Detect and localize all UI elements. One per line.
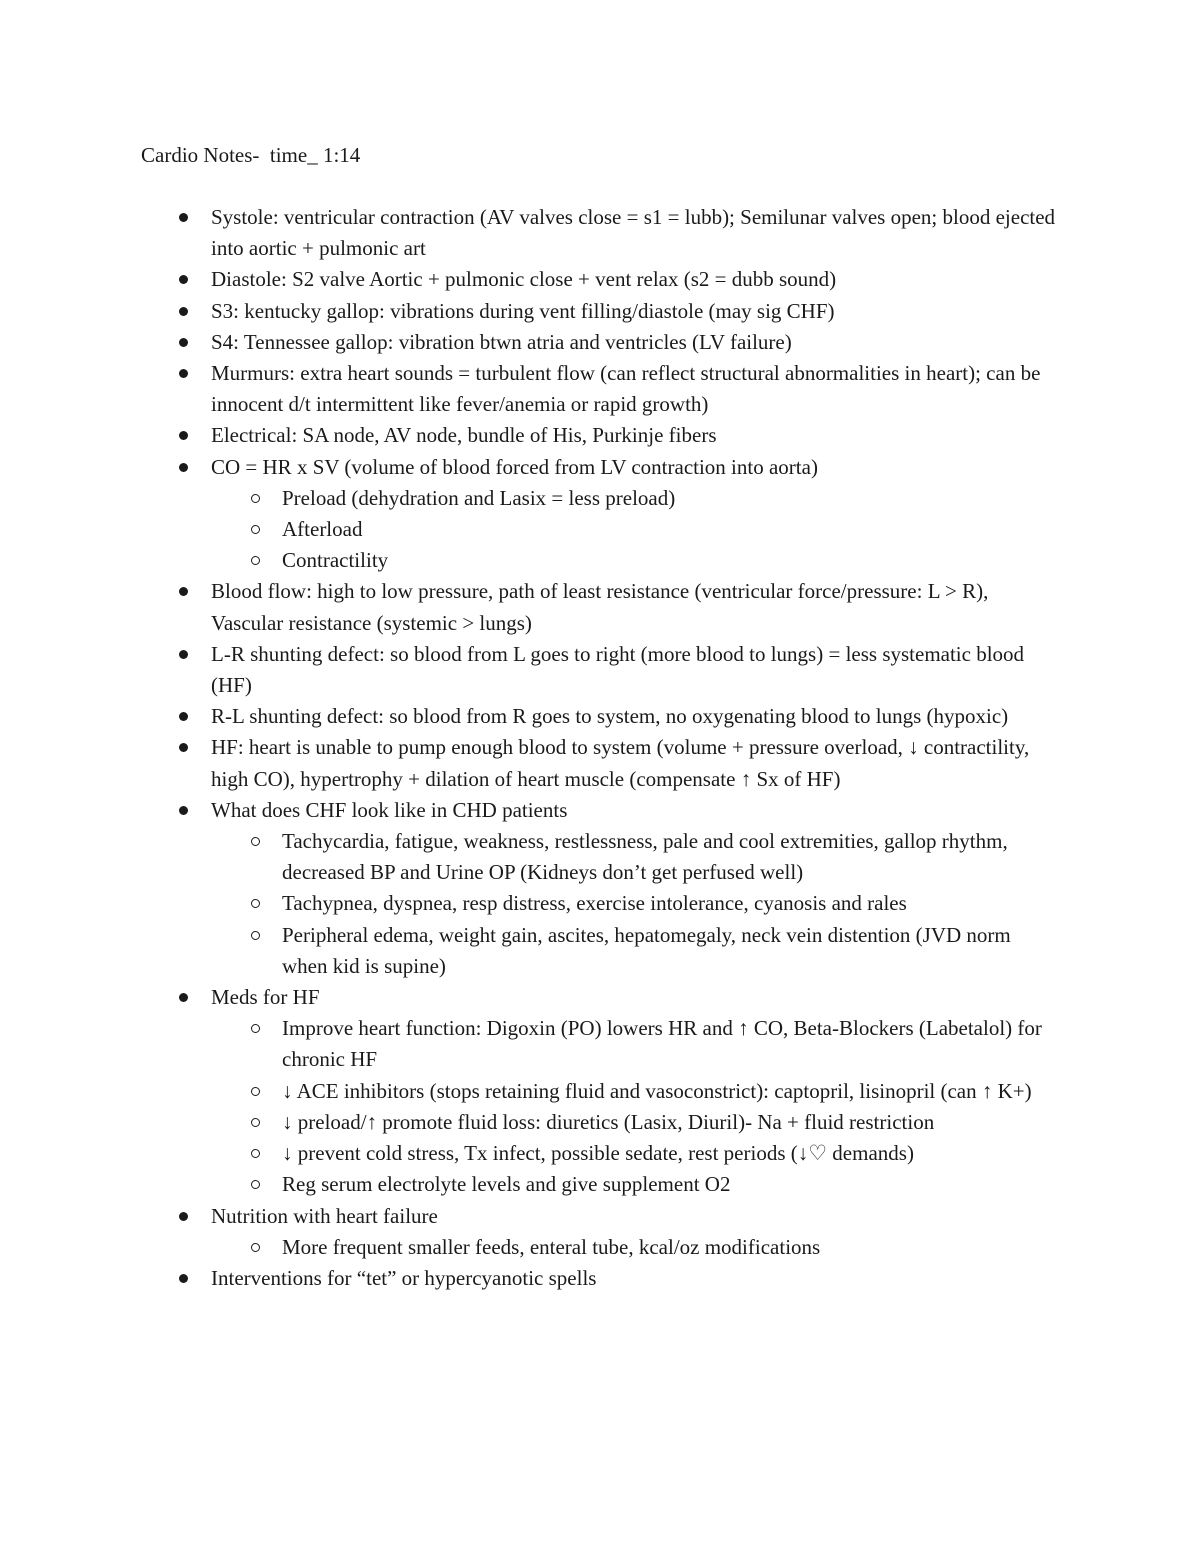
sub-list-item (211, 826, 1061, 888)
list-item (141, 576, 1061, 638)
bullet-icon (179, 369, 188, 378)
list-item-text: S4: Tennessee gallop: vibration btwn atria and ventricles (LV failure) (211, 329, 792, 354)
sub-list-item (211, 545, 1061, 576)
bullet-icon (179, 806, 188, 815)
list-item-text: R-L shunting defect: so blood from R goes to system, no oxygenating blood to lungs (hypoxic) (211, 704, 1009, 729)
bullet-icon (179, 307, 188, 316)
list-item-text: S3: kentucky gallop: vibrations during vent filling/diastole (may sig CHF) (211, 298, 835, 323)
sub-list (211, 1232, 1061, 1263)
hollow-bullet-icon (251, 1118, 260, 1127)
sub-list-item (211, 1107, 1061, 1138)
sub-list-item-text: Afterload (282, 517, 363, 542)
list-item-text: Nutrition with heart failure (211, 1203, 438, 1228)
list-item (141, 296, 1061, 327)
list-item-text: Murmurs: extra heart sounds = turbulent flow (can reflect structural abnormalities in heart); can be innocent d/t intermittent like fever/anemia or rapid growth) (211, 361, 1041, 417)
hollow-bullet-icon (251, 837, 260, 846)
bullet-icon (179, 993, 188, 1002)
sub-list-item (211, 1013, 1061, 1075)
list-item (141, 982, 1061, 1200)
sub-list-item (211, 920, 1061, 982)
bullet-icon (179, 1212, 188, 1221)
hollow-bullet-icon (251, 1087, 260, 1096)
sub-list-item (211, 1138, 1061, 1169)
sub-list-item-text: Tachycardia, fatigue, weakness, restlessness, pale and cool extremities, gallop rhythm, decreased BP and Urine OP (Kidneys don’t get perfused well) (282, 829, 1008, 885)
bullet-icon (179, 650, 188, 659)
list-item (141, 452, 1061, 577)
list-item-text: Diastole: S2 valve Aortic + pulmonic close + vent relax (s2 = dubb sound) (211, 267, 837, 292)
hollow-bullet-icon (251, 899, 260, 908)
list-item-text: Systole: ventricular contraction (AV valves close = s1 = lubb); Semilunar valves open; blood ejected into aortic + pulmonic art (211, 205, 1056, 261)
list-item (141, 795, 1061, 982)
list-item (141, 1201, 1061, 1263)
bullet-icon (179, 1274, 188, 1283)
sub-list-item (211, 1232, 1061, 1263)
list-item-text: Electrical: SA node, AV node, bundle of His, Purkinje fibers (211, 423, 717, 448)
hollow-bullet-icon (251, 1024, 260, 1033)
bullet-icon (179, 587, 188, 596)
list-item (141, 1263, 1061, 1294)
sub-list-item (211, 514, 1061, 545)
hollow-bullet-icon (251, 1149, 260, 1158)
list-item (141, 358, 1061, 420)
hollow-bullet-icon (251, 556, 260, 565)
sub-list-item-text: Reg serum electrolyte levels and give supplement O2 (282, 1172, 731, 1197)
list-item (141, 264, 1061, 295)
bullet-icon (179, 431, 188, 440)
sub-list-item-text: Contractility (282, 548, 389, 573)
sub-list-item-text: Preload (dehydration and Lasix = less preload) (282, 485, 676, 510)
list-item (141, 327, 1061, 358)
bullet-icon (179, 213, 188, 222)
sub-list (211, 826, 1061, 982)
list-item-text: What does CHF look like in CHD patients (211, 797, 568, 822)
list-item (141, 701, 1061, 732)
sub-list-item (211, 888, 1061, 919)
sub-list-item-text: More frequent smaller feeds, enteral tube, kcal/oz modifications (282, 1234, 821, 1259)
sub-list-item-text: ↓ prevent cold stress, Tx infect, possible sedate, rest periods (↓♡ demands) (282, 1141, 914, 1166)
sub-list-item (211, 483, 1061, 514)
page-title: Cardio Notes- time_ 1:14 (141, 143, 361, 167)
list-item-text: HF: heart is unable to pump enough blood to system (volume + pressure overload, ↓ contractility, high CO), hypertrophy + dilation of heart muscle (compensate ↑ Sx of HF) (211, 735, 1030, 791)
sub-list-item-text: ↓ preload/↑ promote fluid loss: diuretics (Lasix, Diuril)- Na + fluid restriction (282, 1109, 935, 1134)
list-item (141, 732, 1061, 794)
sub-list (211, 483, 1061, 577)
hollow-bullet-icon (251, 494, 260, 503)
bullet-icon (179, 338, 188, 347)
bullet-icon (179, 275, 188, 284)
list-item-text: Blood flow: high to low pressure, path of least resistance (ventricular force/pressure: L > R), Vascular resistance (systemic > lungs) (211, 579, 989, 635)
list-item (141, 639, 1061, 701)
sub-list-item-text: Tachypnea, dyspnea, resp distress, exercise intolerance, cyanosis and rales (282, 891, 907, 916)
sub-list-item-text: Peripheral edema, weight gain, ascites, hepatomegaly, neck vein distention (JVD norm when kid is supine) (282, 922, 1011, 978)
list-item-text: CO = HR x SV (volume of blood forced from LV contraction into aorta) (211, 454, 818, 479)
sub-list (211, 1013, 1061, 1200)
sub-list-item-text: Improve heart function: Digoxin (PO) lowers HR and ↑ CO, Beta-Blockers (Labetalol) for chronic HF (282, 1016, 1042, 1072)
list-item-text: Interventions for “tet” or hypercyanotic spells (211, 1265, 597, 1290)
list-item-text: L-R shunting defect: so blood from L goes to right (more blood to lungs) = less systematic blood (HF) (211, 641, 1025, 698)
list-item (141, 202, 1061, 264)
sub-list-item (211, 1169, 1061, 1200)
hollow-bullet-icon (251, 1243, 260, 1252)
hollow-bullet-icon (251, 525, 260, 534)
notes-list (141, 202, 1061, 1294)
bullet-icon (179, 743, 188, 752)
sub-list-item-text: ↓ ACE inhibitors (stops retaining fluid and vasoconstrict): captopril, lisinopril (can ↑ K+) (282, 1078, 1032, 1103)
hollow-bullet-icon (251, 931, 260, 940)
hollow-bullet-icon (251, 1180, 260, 1189)
sub-list-item (211, 1076, 1061, 1107)
list-item (141, 420, 1061, 451)
list-item-text: Meds for HF (211, 985, 320, 1010)
bullet-icon (179, 463, 188, 472)
bullet-icon (179, 712, 188, 721)
